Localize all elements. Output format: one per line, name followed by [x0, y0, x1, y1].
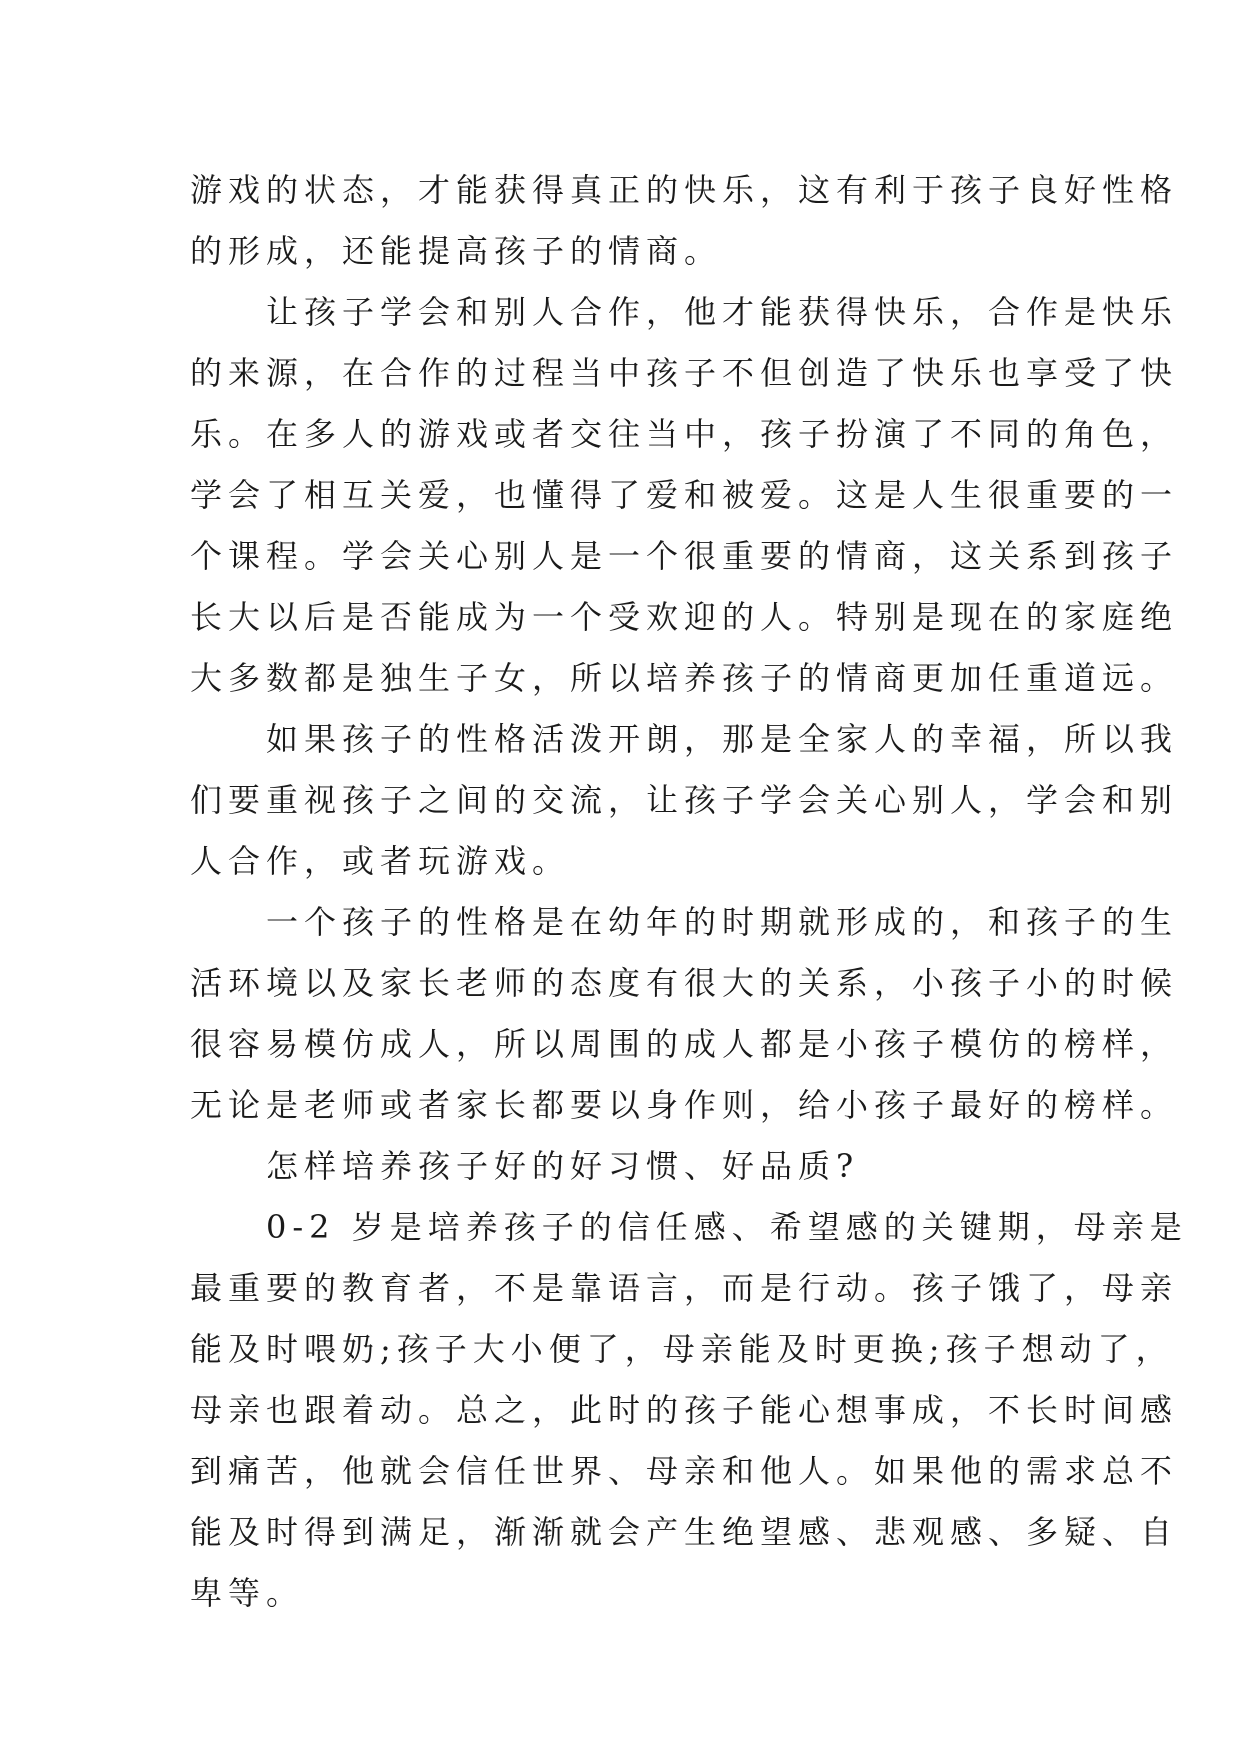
text-line: 活环境以及家长老师的态度有很大的关系，小孩子小的时候: [190, 964, 1179, 1002]
text-line: 无论是老师或者家长都要以身作则，给小孩子最好的榜样。: [190, 1086, 1179, 1124]
text-line: 乐。在多人的游戏或者交往当中，孩子扮演了不同的角色，: [190, 415, 1179, 453]
text-line: 的形成，还能提高孩子的情商。: [190, 232, 723, 270]
text-line: 大多数都是独生子女，所以培养孩子的情商更加任重道远。: [190, 659, 1179, 697]
text-line: 如果孩子的性格活泼开朗，那是全家人的幸福，所以我: [266, 720, 1179, 758]
text-line: 学会了相互关爱，也懂得了爱和被爱。这是人生很重要的一: [190, 476, 1179, 514]
text-line: 让孩子学会和别人合作，他才能获得快乐，合作是快乐: [266, 293, 1179, 331]
text-line: 能及时得到满足，渐渐就会产生绝望感、悲观感、多疑、自: [190, 1513, 1179, 1551]
text-line: 能及时喂奶;孩子大小便了，母亲能及时更换;孩子想动了，: [190, 1330, 1174, 1368]
text-line: 一个孩子的性格是在幼年的时期就形成的，和孩子的生: [266, 903, 1179, 941]
text-line: 很容易模仿成人，所以周围的成人都是小孩子模仿的榜样，: [190, 1025, 1179, 1063]
text-line: 人合作，或者玩游戏。: [190, 842, 571, 880]
text-line: 们要重视孩子之间的交流，让孩子学会关心别人，学会和别: [190, 781, 1179, 819]
text-line: 到痛苦，他就会信任世界、母亲和他人。如果他的需求总不: [190, 1452, 1179, 1490]
text-line: 个课程。学会关心别人是一个很重要的情商，这关系到孩子: [190, 537, 1179, 575]
text-line: 长大以后是否能成为一个受欢迎的人。特别是现在的家庭绝: [190, 598, 1179, 636]
text-line: 卑等。: [190, 1574, 305, 1612]
text-line: 游戏的状态，才能获得真正的快乐，这有利于孩子良好性格: [190, 171, 1179, 209]
text-line: 0-2 岁是培养孩子的信任感、希望感的关键期，母亲是: [266, 1208, 1188, 1246]
document-body: [190, 160, 1188, 1624]
text-line: 最重要的教育者，不是靠语言，而是行动。孩子饿了，母亲: [190, 1269, 1179, 1307]
text-line: 怎样培养孩子好的好习惯、好品质?: [266, 1147, 860, 1185]
text-line: 母亲也跟着动。总之，此时的孩子能心想事成，不长时间感: [190, 1391, 1179, 1429]
text-line: 的来源，在合作的过程当中孩子不但创造了快乐也享受了快: [190, 354, 1179, 392]
